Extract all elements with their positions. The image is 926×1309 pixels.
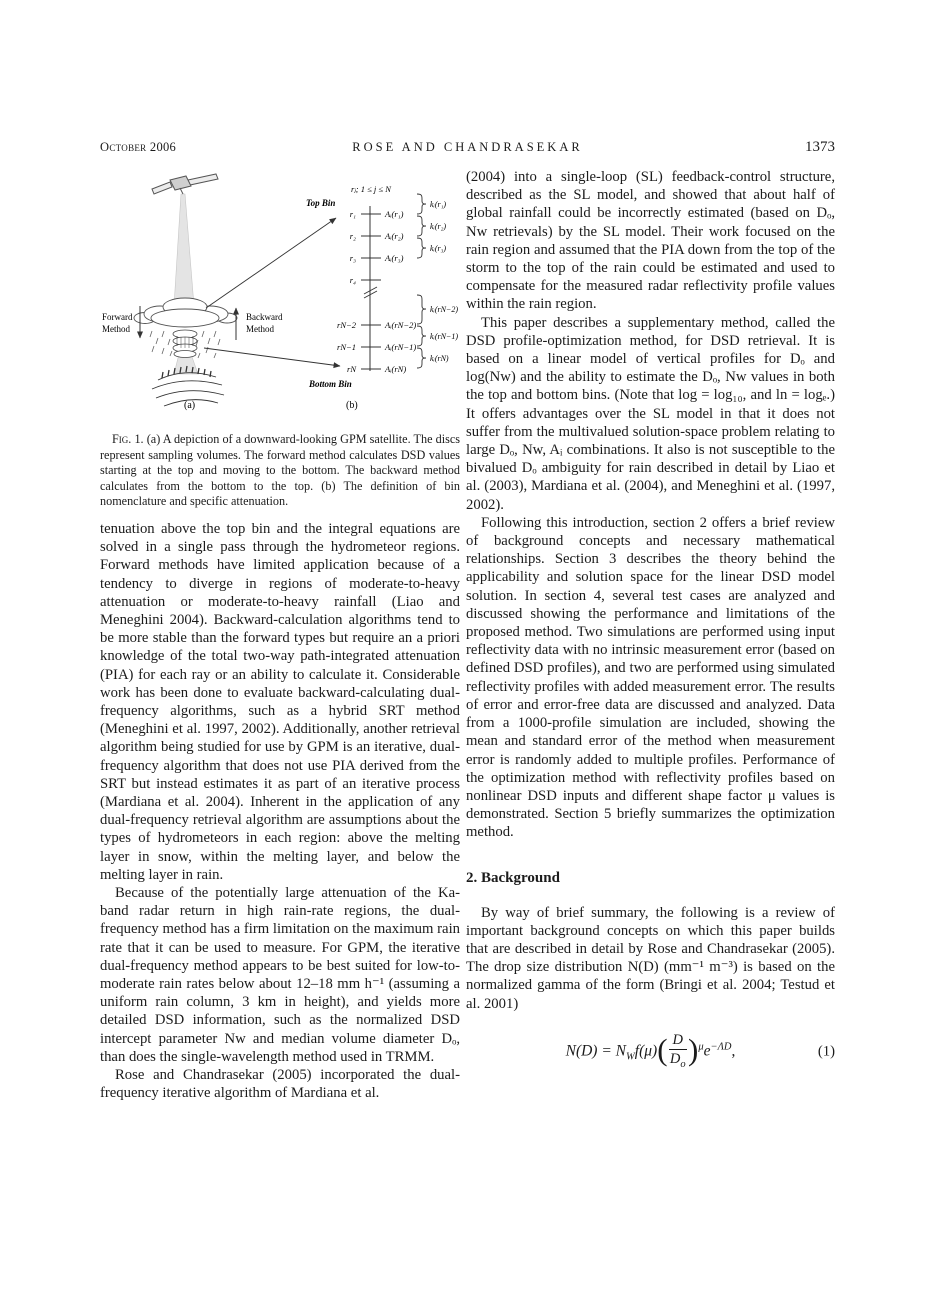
satellite-icon bbox=[152, 174, 218, 194]
paragraph: This paper describes a supplementary method, called the DSD profile-optimization method, for DSD retrieval. It is based on a linear model of vertical profiles for Dₒ and log(Nw) and the ability to estimate the Dₒ, Nw values in both the top and bottom bins. (Note that log = log₁₀, and ln = logₑ.) It offers advantages over the SL model in that it does not suffer from the multivalued solution-space problem relating to large Dₒ, Nw, Aᵢ combinations. It also is not susceptible to the bivalued Dₒ ambiguity for rain described in detail by Liao et al. (2003), Mardiana et al. (2004), and Meneghini et al. (1997, 2002). bbox=[466, 314, 835, 513]
attenuation-label: Aᵢ(r₁) bbox=[385, 209, 404, 219]
header-issue-date: October 2006 bbox=[100, 140, 177, 154]
equation-number: (1) bbox=[817, 1043, 835, 1060]
paragraph: tenuation above the top bin and the integral equations are solved in a single pass through the hydrometeor regions. Forward methods have limited application because of a tendency to diverge in regions of moderate-to-heavy attenuation or moderate-to-heavy rainfall (Liao and Meneghini 2004). Backward-calculation algorithms tend to be more stable than the forward types but require an a priori knowledge of the total two-way path-integrated attenuation (PIA) for each ray or an ability to calculate it. Considerable work has been done to evaluate backward-calculating dual-frequency algorithms, such as a hybrid SRT method (Meneghini et al. 1997, 2002). Additionally, another retrieval algorithm being studied for use by GPM is an iterative, dual-frequency algorithm that does not use PIA derived from the SRT but instead estimates it as part of an iterative process (Mardiana et al. 2004). Inherent in the application of any dual-frequency retrieval algorithm are assumptions about the types of hydrometeors in each region: above the melting layer in snow, within the melting layer, and below the melting layer in rain. bbox=[100, 521, 460, 883]
specific-attenuation-label: kᵢ(rN) bbox=[430, 354, 449, 363]
fraction-numerator: D bbox=[669, 1033, 687, 1051]
bottom-bin-label: Bottom Bin bbox=[309, 379, 352, 389]
paragraph: (2004) into a single-loop (SL) feedback-control structure, described as the SL model, and showed that about half of global rainfall could be incorrectly estimated (based on Dₒ, Nw retrievals) by the SL model. Their work focused on the rain region and assumed that the PIA down from the top of the storm to the top of the rain could be estimated and used to compensate for the measured radar reflectivity profile values within the rain region. bbox=[466, 169, 835, 313]
attenuation-label: Aᵢ(rN−2) bbox=[385, 320, 417, 330]
equation-1 bbox=[466, 1033, 835, 1071]
specific-attenuation-label: kᵢ(rN−1) bbox=[430, 332, 458, 341]
equation-open-paren: ( bbox=[657, 1032, 668, 1068]
header-article-authors: ROSE AND CHANDRASEKAR bbox=[352, 140, 583, 154]
attenuation-label: Aᵢ(rN) bbox=[385, 364, 407, 374]
bin-label: r₄ bbox=[349, 275, 356, 285]
specific-attenuation-label: kᵢ(r₁) bbox=[430, 200, 447, 209]
panel-a-letter: (a) bbox=[184, 400, 196, 411]
right-column bbox=[466, 168, 835, 1071]
equation-lhs: N(D) = N bbox=[565, 1042, 627, 1060]
bin-ticks bbox=[361, 214, 381, 369]
figure-caption-label: Fig. 1. bbox=[112, 432, 144, 447]
equation-fraction bbox=[669, 1033, 687, 1071]
specific-attenuation-label: kᵢ(r₂) bbox=[430, 222, 447, 231]
figure-1 bbox=[100, 168, 460, 423]
paragraph: Rose and Chandrasekar (2005) incorporated the dual-frequency iterative algorithm of Mardiana et al. bbox=[100, 1067, 460, 1102]
figure-1-graphic bbox=[100, 168, 460, 418]
attenuation-label: Aᵢ(rN−1) bbox=[385, 342, 417, 352]
equation-e-base: e bbox=[703, 1042, 711, 1060]
equation-f-term: f(μ) bbox=[634, 1042, 658, 1060]
equation-nw-subscript: W bbox=[626, 1051, 635, 1063]
layer-braces bbox=[417, 194, 426, 368]
cloud-icon bbox=[134, 298, 237, 327]
header-page-number: 1373 bbox=[805, 139, 835, 155]
attenuation-label: Aᵢ(r₂) bbox=[385, 231, 404, 241]
fraction-denominator: $D_o$ bbox=[669, 1051, 686, 1071]
specific-attenuation-label: kᵢ(rN−2) bbox=[430, 305, 458, 314]
radar-beam-upper bbox=[174, 194, 194, 306]
bin-label: r₃ bbox=[349, 253, 356, 263]
paragraph: By way of brief summary, the following is a review of important background concepts on which this paper builds that are described in detail by Rose and Chandrasekar (2005). The drop size distribution N(D) (mm⁻¹ m⁻³) is based on the normalized gamma of the form (Bringi et al. 2004; Testud et al. 2001) bbox=[466, 904, 835, 1012]
bin-range-note: rⱼ; 1 ≤ j ≤ N bbox=[351, 184, 391, 194]
bin-label: r₂ bbox=[349, 231, 356, 241]
figure-caption-text: (a) A depiction of a downward-looking GPM satellite. The discs represent sampling volumes. The forward method calculates DSD values starting at the top and moving to the bottom. The backward method calculates from the bottom to the top. (b) The definition of bin nomenclature and specific attenuation. bbox=[100, 432, 460, 509]
forward-method-label-line1: Forward bbox=[102, 312, 133, 322]
bin-label: r₁ bbox=[349, 209, 356, 219]
bin-label: rN−2 bbox=[337, 320, 356, 330]
bin-label: rN bbox=[347, 364, 356, 374]
bin-label: rN−1 bbox=[337, 342, 356, 352]
sampling-discs bbox=[173, 330, 197, 358]
panel-b-letter: (b) bbox=[346, 400, 358, 411]
backward-method-label-line2: Method bbox=[246, 324, 274, 334]
left-column-body bbox=[100, 520, 460, 1103]
specific-attenuation-label: kᵢ(r₃) bbox=[430, 244, 447, 253]
top-bin-label: Top Bin bbox=[306, 198, 336, 208]
running-header bbox=[100, 139, 835, 156]
paragraph: Following this introduction, section 2 offers a brief review of background concepts and necessary mathematical relationships. Section 3 describes the theory behind the applicability and solution space for the linear DSD model solution. In section 4, several test cases are analyzed and discussed showing the performance and limitations of the proposed method. Two simulations are performed using input reflectivity data with no intrinsic measurement error (based on defined DSD profiles), and two are performed using simulated reflectivity profiles with added measurement error. The results of error and error-free data are discussed and analyzed. Data from a 1000-profile simulation are included, showing the mean and standard error of the method when measurement error is randomly added to multiple profiles. Performance of the optimization method with reflectivity profiles based on nonlinear DSD inputs and different shape factor μ values is demonstrated. Section 5 briefly summarizes the optimization method. bbox=[466, 514, 835, 841]
equation-mu-exponent: μ bbox=[698, 1041, 704, 1053]
top-bin-pointer-arrow bbox=[206, 218, 336, 308]
forward-method-label-line2: Method bbox=[102, 324, 130, 334]
equation-close-paren: ) bbox=[688, 1032, 699, 1068]
section-heading-background: 2. Background bbox=[466, 869, 560, 886]
equation-e-exponent: −ΛD bbox=[710, 1041, 732, 1053]
backward-method-label-line1: Backward bbox=[246, 312, 283, 322]
paragraph: Because of the potentially large attenuation of the Ka-band radar return in high rain-rate regions, the dual-frequency method has a firm limitation on the maximum rain rate that it can be used to measure. For GPM, the iterative dual-frequency method appears to be best suited for low-to-moderate rain rates below about 12–18 mm h⁻¹ (assuming a uniform rain column, 3 km in height), and yields more detailed DSD information, such as the normalized DSD intercept parameter Nw and median volume diameter Dₒ, than does the single-wavelength method used in TRMM. bbox=[100, 885, 460, 1065]
equation-trailing-comma: , bbox=[731, 1042, 736, 1060]
bottom-bin-pointer-arrow bbox=[204, 348, 340, 366]
figure-1-caption bbox=[100, 432, 460, 510]
attenuation-label: Aᵢ(r₃) bbox=[385, 253, 404, 263]
